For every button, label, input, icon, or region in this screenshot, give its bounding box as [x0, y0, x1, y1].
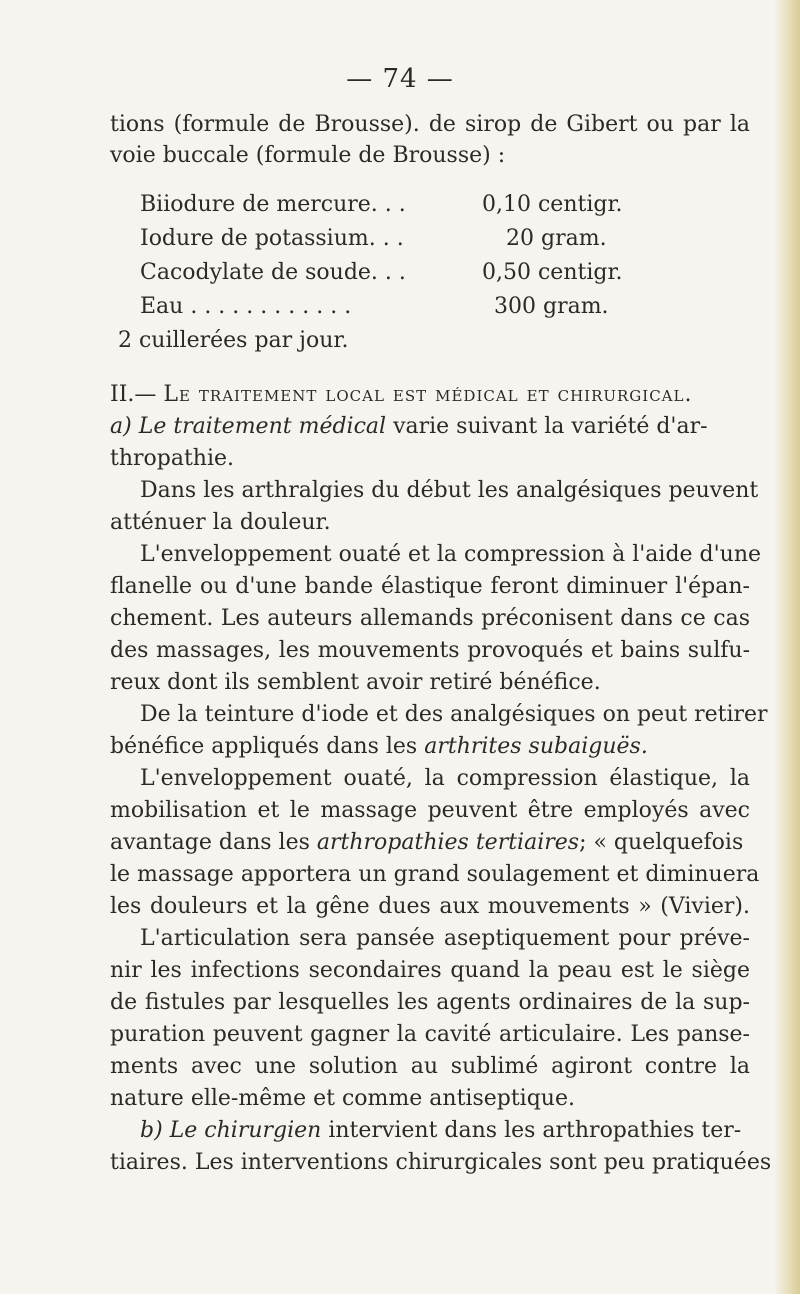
text-line: De la teinture d'iode et des analgésiques on peut retirer: [140, 702, 768, 727]
text-line: nature elle-même et comme antiseptique.: [110, 1086, 575, 1111]
text-run: avantage dans les: [110, 830, 310, 855]
text-line: atténuer la douleur.: [110, 510, 331, 535]
text-line: le massage apportera un grand soulagement et diminuera: [110, 862, 760, 887]
emphasis-text: arthrites subaiguës.: [424, 734, 648, 759]
text-line: thropathie.: [110, 446, 235, 471]
text-line: nir les infections secondaires quand la peau est le siège: [110, 958, 750, 983]
subsection-text: varie suivant la variété d'ar-: [393, 414, 708, 439]
ingredient-name: Biiodure de mercure. . .: [140, 192, 406, 217]
section-title: Le traitement local est médical et chirurgical.: [163, 382, 693, 407]
section-number: II.—: [110, 382, 157, 407]
subsection-a: [110, 412, 750, 442]
text-line: puration peuvent gagner la cavité articulaire. Les panse-: [110, 1022, 750, 1047]
text-line: reux dont ils semblent avoir retiré bénéfice.: [110, 670, 601, 695]
dosage-line: 2 cuillerées par jour.: [118, 328, 349, 353]
text-line: des massages, les mouvements provoqués et bains sulfu-: [110, 638, 750, 663]
ingredient-name: Eau . . . . . . . . . . . .: [140, 294, 352, 319]
text-line: mobilisation et le massage peuvent être employés avec: [110, 798, 750, 823]
text-run: ; « quelquefois: [579, 830, 744, 855]
ingredient-amount: 0,10 centigr.: [482, 192, 623, 217]
text-line: flanelle ou d'une bande élastique feront diminuer l'épan-: [110, 574, 750, 599]
ingredient-name: Cacodylate de soude. . .: [140, 260, 406, 285]
ingredient-amount: 300 gram.: [494, 294, 609, 319]
text-line: [110, 828, 750, 858]
text-line: voie buccale (formule de Brousse) :: [110, 143, 506, 168]
section-heading: [110, 380, 750, 410]
ingredient-name: Iodure de potassium. . .: [140, 226, 404, 251]
text-line: [110, 732, 750, 762]
text-line: tions (formule de Brousse). de sirop de Gibert ou par la: [110, 112, 750, 137]
subsection-label: b): [140, 1118, 163, 1143]
text-line: chement. Les auteurs allemands préconisent dans ce cas: [110, 606, 750, 631]
subsection-text: intervient dans les arthropathies ter-: [328, 1118, 742, 1143]
page-number: — 74 —: [346, 64, 454, 94]
ingredient-amount: 0,50 centigr.: [482, 260, 623, 285]
emphasis-text: arthropathies tertiaires: [316, 830, 580, 855]
text-line: de fistules par lesquelles les agents ordinaires de la sup-: [110, 990, 750, 1015]
subsection-title: Le traitement médical: [138, 414, 387, 439]
text-line: L'enveloppement ouaté et la compression à l'aide d'une: [140, 542, 762, 567]
page-edge: [774, 0, 800, 1294]
subsection-title: Le chirurgien: [169, 1118, 322, 1143]
text-line: Dans les arthralgies du début les analgésiques peuvent: [140, 478, 759, 503]
text-line: L'enveloppement ouaté, la compression élastique, la: [140, 766, 750, 791]
subsection-label: a): [110, 414, 132, 439]
text-line: tiaires. Les interventions chirurgicales sont peu pratiquées: [110, 1150, 772, 1175]
text-line: L'articulation sera pansée aseptiquement pour préve-: [140, 926, 750, 951]
ingredient-amount: 20 gram.: [506, 226, 607, 251]
text-line: ments avec une solution au sublimé agiront contre la: [110, 1054, 750, 1079]
subsection-b: [140, 1116, 750, 1146]
text-run: bénéfice appliqués dans les: [110, 734, 418, 759]
text-line: les douleurs et la gêne dues aux mouvements » (Vivier).: [110, 894, 750, 919]
